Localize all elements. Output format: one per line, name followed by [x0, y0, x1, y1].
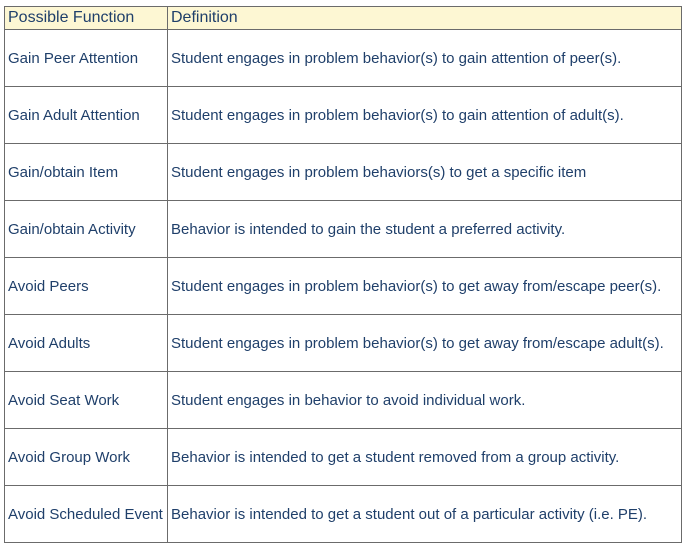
function-cell: Avoid Group Work: [5, 429, 168, 486]
table-row: [5, 258, 682, 315]
table-row: [5, 315, 682, 372]
definition-cell: Student engages in problem behavior(s) to get away from/escape peer(s).: [168, 258, 682, 315]
definition-cell: Student engages in problem behaviors(s) to get a specific item: [168, 144, 682, 201]
function-cell: Avoid Seat Work: [5, 372, 168, 429]
table-row: [5, 429, 682, 486]
header-possible-function: Possible Function: [5, 7, 168, 30]
table-row: [5, 372, 682, 429]
definition-cell: Student engages in problem behavior(s) to gain attention of peer(s).: [168, 30, 682, 87]
function-cell: Gain/obtain Activity: [5, 201, 168, 258]
function-cell: Avoid Peers: [5, 258, 168, 315]
table-header-row: [5, 7, 682, 30]
header-definition: Definition: [168, 7, 682, 30]
function-cell: Avoid Adults: [5, 315, 168, 372]
definition-cell: Behavior is intended to get a student removed from a group activity.: [168, 429, 682, 486]
table-row: [5, 486, 682, 543]
table-row: [5, 144, 682, 201]
function-definition-table: [4, 6, 682, 543]
function-definition-table-container: [4, 6, 681, 543]
table-row: [5, 87, 682, 144]
definition-cell: Student engages in behavior to avoid individual work.: [168, 372, 682, 429]
definition-cell: Behavior is intended to gain the student a preferred activity.: [168, 201, 682, 258]
definition-cell: Student engages in problem behavior(s) to get away from/escape adult(s).: [168, 315, 682, 372]
definition-cell: Student engages in problem behavior(s) to gain attention of adult(s).: [168, 87, 682, 144]
function-cell: Gain/obtain Item: [5, 144, 168, 201]
table-row: [5, 30, 682, 87]
function-cell: Avoid Scheduled Event: [5, 486, 168, 543]
function-cell: Gain Adult Attention: [5, 87, 168, 144]
definition-cell: Behavior is intended to get a student out of a particular activity (i.e. PE).: [168, 486, 682, 543]
table-row: [5, 201, 682, 258]
function-cell: Gain Peer Attention: [5, 30, 168, 87]
